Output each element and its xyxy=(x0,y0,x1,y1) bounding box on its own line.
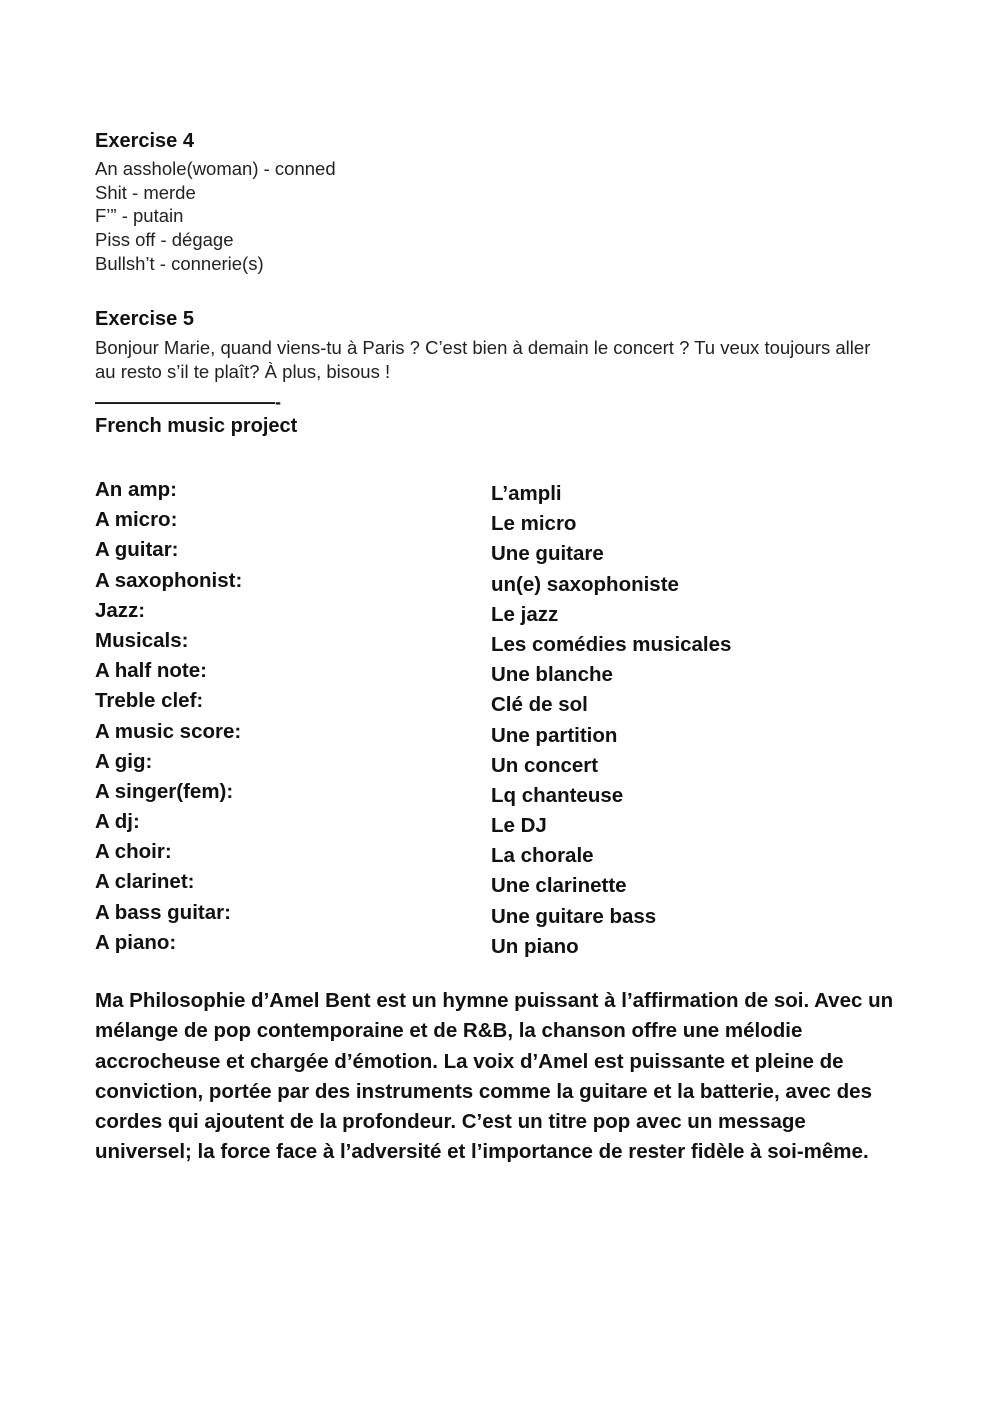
english-term: A saxophonist: xyxy=(95,568,243,592)
english-term: A guitar: xyxy=(95,538,179,562)
project-title: French music project xyxy=(95,415,298,437)
english-term: A half note: xyxy=(95,659,207,683)
french-term: Une partition xyxy=(491,723,618,747)
english-term: A bass guitar: xyxy=(95,900,231,924)
english-vocab-column xyxy=(95,475,242,958)
french-term: Une blanche xyxy=(491,663,613,687)
exercise-5-text: Bonjour Marie, quand viens-tu à Paris ? C’est bien à demain le concert ? Tu veux toujours aller au resto s’il te plaît? À plus, bisous ! xyxy=(95,337,871,382)
exercise-4-line: F’” - putain xyxy=(95,205,184,227)
english-term: A singer(fem): xyxy=(95,779,234,803)
english-term: A micro: xyxy=(95,508,178,532)
french-term: Une guitare bass xyxy=(491,904,657,928)
french-term: Une guitare xyxy=(491,542,604,566)
french-term: Le DJ xyxy=(491,814,547,838)
french-term: Un concert xyxy=(491,753,599,777)
exercise-4-line: Shit - merde xyxy=(95,181,196,203)
divider-line: ——————————- xyxy=(95,392,281,412)
english-term: Musicals: xyxy=(95,628,189,652)
english-term: Jazz: xyxy=(95,598,146,622)
exercise-5-title: Exercise 5 xyxy=(95,308,194,330)
english-term: A piano: xyxy=(95,930,177,954)
french-vocab-column xyxy=(491,479,731,962)
english-term: A music score: xyxy=(95,719,242,743)
english-term: An amp: xyxy=(95,478,177,501)
exercise-4-line: Piss off - dégage xyxy=(95,229,234,251)
french-term: La chorale xyxy=(491,844,594,868)
english-term: A dj: xyxy=(95,810,140,834)
exercise-4-list xyxy=(95,157,336,276)
english-term: A choir: xyxy=(95,840,172,864)
french-term: L’ampli xyxy=(491,482,562,505)
french-term: Clé de sol xyxy=(491,693,588,717)
french-term: Les comédies musicales xyxy=(491,632,732,656)
french-term: Le jazz xyxy=(491,602,559,626)
french-term: Une clarinette xyxy=(491,874,627,898)
french-term: Un piano xyxy=(491,934,579,958)
french-term: Le micro xyxy=(491,512,577,536)
exercise-4-line: An asshole(woman) - conned xyxy=(95,158,336,179)
french-term: Lq chanteuse xyxy=(491,783,624,807)
english-term: A gig: xyxy=(95,749,153,773)
exercise-4-title: Exercise 4 xyxy=(95,130,194,152)
english-term: Treble clef: xyxy=(95,689,204,713)
english-term: A clarinet: xyxy=(95,870,195,894)
french-term: un(e) saxophoniste xyxy=(491,572,679,596)
exercise-4-line: Bullsh’t - connerie(s) xyxy=(95,252,264,274)
song-review-paragraph: Ma Philosophie d’Amel Bent est un hymne puissant à l’affirmation de soi. Avec un mélange de pop contemporaine et de R&B, la chanson offre une mélodie accrocheuse et chargée d’émotion. La voix d’Amel est puissante et pleine de conviction, portée par des instruments comme la guitare et la batterie, avec des cordes qui ajoutent de la profondeur. C’est un titre pop avec un message universel; la force face à l’adversité et l’importance de rester fidèle à soi-même. xyxy=(95,989,894,1164)
